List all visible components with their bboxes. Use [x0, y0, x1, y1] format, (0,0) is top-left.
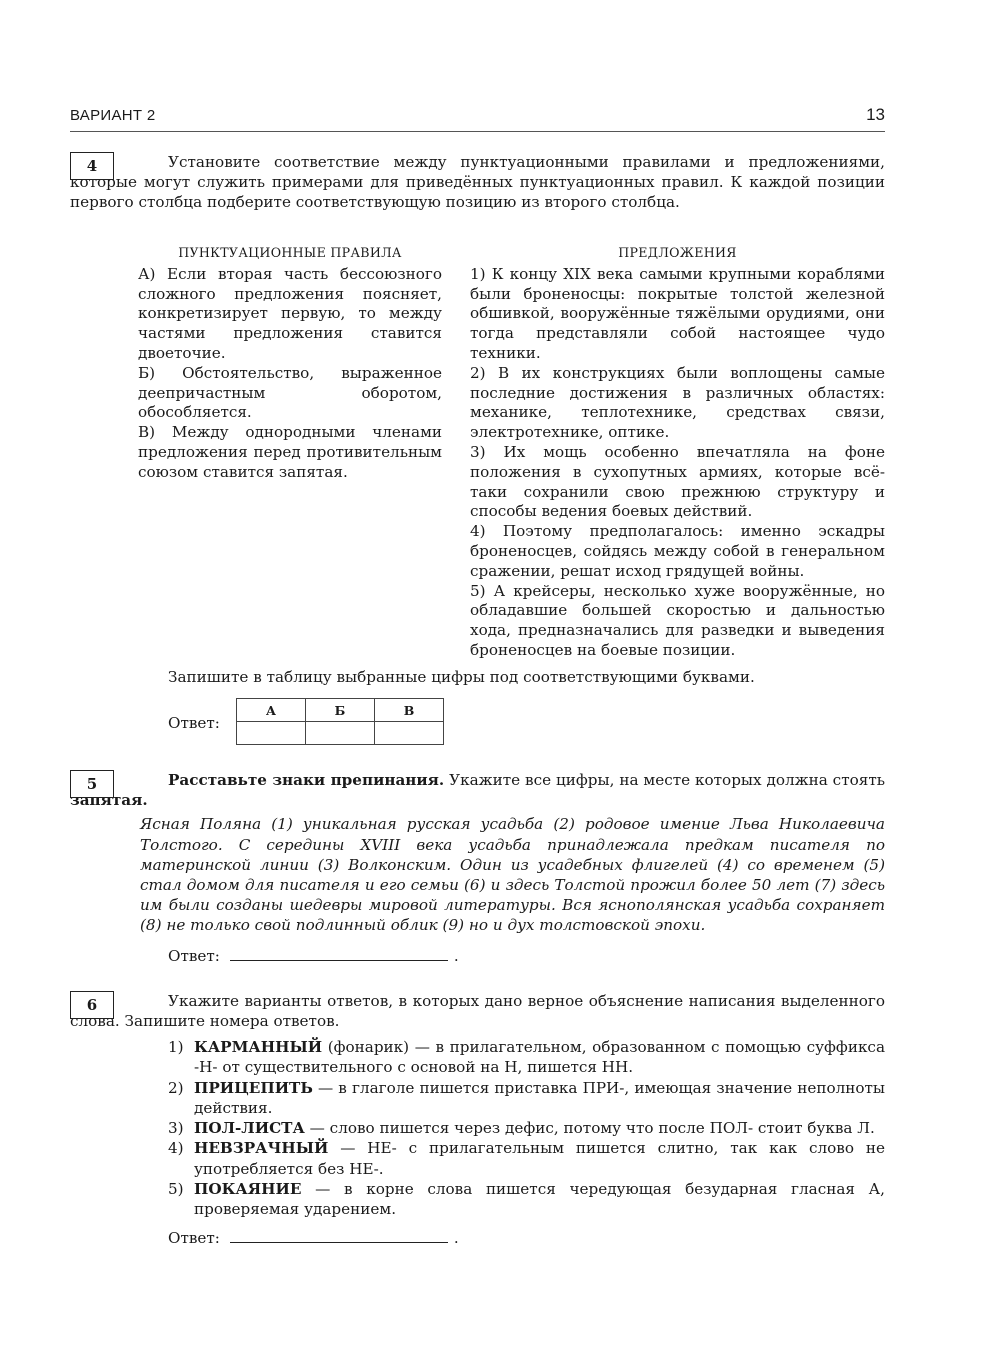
option-item: [168, 1037, 885, 1078]
bold-instruction: Расставьте знаки препинания.: [168, 771, 445, 789]
answer-line: [168, 1228, 459, 1247]
option-text: (фонарик) — в прилагательном, образованном с помощью суффикса -Н- от существительного с основой на Н, пишется НН.: [194, 1038, 885, 1077]
option-item: [168, 1179, 885, 1220]
table-header-cell: Б: [306, 699, 375, 722]
sentences-header: ПРЕДЛОЖЕНИЯ: [618, 245, 737, 260]
task-number-box: 4: [70, 152, 114, 180]
task-6-intro: Укажите варианты ответов, в которых дано верное объяснение написания выделенного слова. Запишите номера ответов.: [70, 992, 885, 1031]
option-item: [168, 1138, 885, 1179]
sentence-item: 5) А крейсеры, несколько хуже вооружённые, но обладавшие большей скоростью и дальностью хода, предназначались для разведки и выведения броненосцев на боевые позиции.: [470, 581, 885, 659]
answer-label: Ответ:: [168, 1229, 220, 1247]
option-text: — в корне слова пишется чередующая безударная гласная А, проверяемая ударением.: [194, 1180, 885, 1219]
rule-item: А) Если вторая часть бессоюзного сложного предложения поясняет, конкретизирует первую, то между частями предложения ставится двоеточие.: [138, 264, 442, 362]
variant-label: ВАРИАНТ 2: [70, 107, 156, 124]
rule-item: В) Между однородными членами предложения перед противительным союзом ставится запятая.: [138, 423, 442, 481]
rule-item: Б) Обстоятельство, выраженное деепричастным оборотом, обособляется.: [138, 363, 442, 422]
option-item: [168, 1078, 885, 1119]
option-text: — слово пишется через дефис, потому что после ПОЛ- стоит буква Л.: [304, 1119, 875, 1138]
option-word: НЕВЗРАЧНЫЙ: [194, 1139, 329, 1158]
option-word: ПОЛ-ЛИСТА: [194, 1119, 305, 1138]
option-word: КАРМАННЫЙ: [194, 1038, 323, 1056]
task-5-instruction: [70, 770, 885, 810]
table-instruction: Запишите в таблицу выбранные цифры под соответствующими буквами.: [168, 668, 755, 686]
table-header-cell: А: [237, 699, 306, 722]
option-number: 5): [168, 1180, 184, 1199]
option-word: ПОКАЯНИЕ: [194, 1180, 302, 1199]
page-number: 13: [866, 105, 885, 124]
answer-blank[interactable]: [230, 1228, 448, 1243]
task-5-text: Ясная Поляна (1) уникальная русская усадьба (2) родовое имение Льва Николаевича Толстого. С середины XVIII века усадьба принадлежала предкам писателя по материнской линии (3) Волконским. Один из усадебных флигелей (4) со временем (5) стал домом для писателя и его семьи (6) и здесь Толстой прожил более 50 лет (7) здесь им были созданы шедевры мировой литературы. Вся яснополянская усадьба сохраняет (8) не только свой подлинный облик (9) но и дух толстовской эпохи.: [140, 815, 885, 935]
answer-label: Ответ:: [168, 714, 220, 732]
answer-cell[interactable]: [306, 722, 375, 745]
option-item: [168, 1118, 885, 1138]
option-word: ПРИЦЕПИТЬ: [194, 1078, 313, 1097]
answer-label: Ответ:: [168, 947, 220, 965]
task-4: [70, 152, 885, 213]
option-text: — НЕ- с прилагательным пишется слитно, так как слово не употребляется без НЕ-.: [194, 1139, 885, 1178]
option-text: — в глаголе пишется приставка ПРИ-, имеющая значение неполноты действия.: [194, 1078, 885, 1117]
task-6: [70, 991, 885, 1031]
rules-column: [138, 243, 442, 483]
task-5: [70, 770, 885, 936]
table-header-cell: В: [375, 699, 444, 722]
sentence-item: 4) Поэтому предполагалось: именно эскадры броненосцев, сойдясь между собой в генеральном сражении, решат исход грядущей войны.: [470, 522, 885, 580]
sentence-item: 1) К концу XIX века самыми крупными кораблями были броненосцы: покрытые толстой железной обшивкой, вооружённые тяжёлыми орудиями, они тогда представляли собой настоящее чудо техники.: [470, 264, 885, 362]
rules-header: ПУНКТУАЦИОННЫЕ ПРАВИЛА: [178, 245, 402, 260]
option-number: 3): [168, 1119, 184, 1138]
sentence-item: 2) В их конструкциях были воплощены самые последние достижения в различных областях: механике, теплотехнике, средствах связи, электротехнике, оптике.: [470, 363, 885, 442]
answer-dot: .: [453, 947, 459, 965]
options-list: [168, 1037, 885, 1220]
option-number: 2): [168, 1078, 184, 1097]
answer-table: [236, 698, 444, 745]
answer-line: [168, 946, 459, 965]
instruction-text: Укажите все цифры, на месте которых должна стоять: [444, 771, 885, 789]
answer-cell[interactable]: [375, 722, 444, 745]
answer-blank[interactable]: [230, 946, 448, 961]
task-number-box: 5: [70, 770, 114, 798]
answer-cell[interactable]: [237, 722, 306, 745]
sentence-item: 3) Их мощь особенно впечатляла на фоне положения в сухопутных армиях, которые всё-таки сохранили свою прежнюю структуру и способы ведения боевых действий.: [470, 442, 885, 521]
answer-dot: .: [453, 1229, 459, 1247]
option-number: 1): [168, 1038, 184, 1056]
option-number: 4): [168, 1139, 184, 1158]
task-number-box: 6: [70, 991, 114, 1019]
sentences-column: [470, 243, 885, 661]
page-header: [70, 103, 885, 132]
bold-keyword: запятая.: [70, 791, 148, 810]
task-4-intro: Установите соответствие между пунктуационными правилами и предложениями, которые могут служить примерами для приведённых пунктуационных правил. К каждой позиции первого столбца подберите соответствующую позицию из второго столбца.: [70, 153, 885, 212]
